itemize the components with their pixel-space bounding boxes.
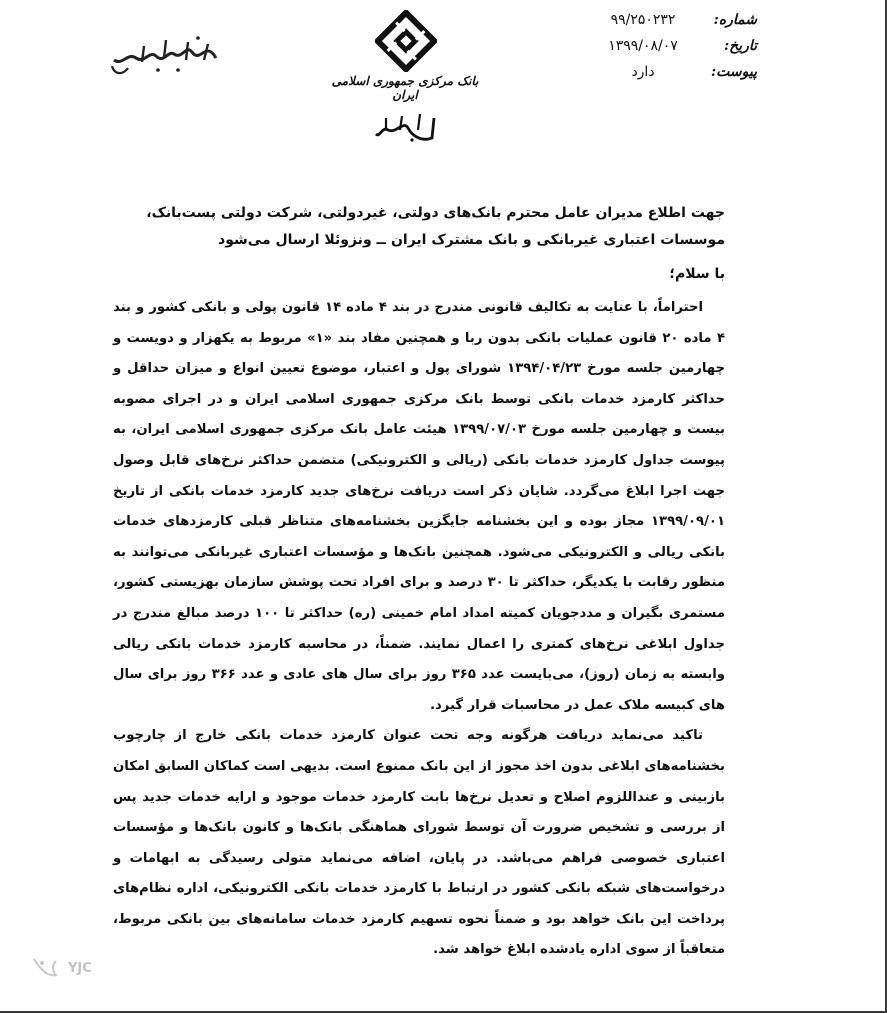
paragraph-2: تاکید می‌نماید دریافت هرگونه وجه تحت عنوان کارمزد خدمات بانکی خارج از چارچوب بخشنامه‌های ابلاغی بدون اخذ مجوز از این بانک ممنوع است. بدیهی است کماکان السابق امکان بازبینی و عنداللزوم اصلاح و تعدیل نرخ‌ها بابت کارمزد خدمات موجود و ارایه خدمات جدید پس از بررسی و تشخیص ضرورت آن توسط شورای هماهنگی بانک‌ها و کانون بانک‌ها و مؤسسات اعتباری خصوصی فراهم می‌باشد. در پایان، اضافه می‌نماید متولی رسیدگی به ابهامات و درخواست‌های شبکه بانکی کشور در ارتباط با کارمزد خدمات بانکی الکترونیکی، اداره نظام‌های پرداخت این بانک خواهد بود و ضمناً نحوه تسهیم کارمزد خدمات سامانه‌های بین بانکی مربوط، متعاقباً از سوی اداره یادشده ابلاغ خواهد شد. bbox=[113, 728, 725, 958]
number-value: ۹۹/۲۵۰۲۳۲ bbox=[610, 12, 676, 28]
attachment-label: پیوست: bbox=[711, 64, 757, 80]
greeting: با سلام؛ bbox=[669, 266, 725, 282]
attachment-row bbox=[567, 64, 757, 90]
bank-name: بانک مرکزی جمهوری اسلامی ایران bbox=[331, 74, 479, 102]
date-value: ۱۳۹۹/۰۸/۰۷ bbox=[608, 38, 678, 54]
number-label: شماره: bbox=[713, 12, 757, 28]
watermark-icon bbox=[30, 955, 60, 981]
number-row bbox=[567, 12, 757, 38]
recipients-address: جهت اطلاع مدیران عامل محترم بانک‌های دولتی، غیردولتی، شرکت دولتی پست‌بانک، موسسات اعتباری غیربانکی و بانک مشترک ایران ــ ونزوئلا ارسال می‌شود bbox=[146, 205, 725, 248]
watermark-text: YJC bbox=[68, 960, 92, 976]
yjc-watermark bbox=[30, 955, 92, 981]
letter-body bbox=[113, 293, 725, 966]
slogan-calligraphy-logo bbox=[108, 30, 223, 80]
paragraph-1: احتراماً، با عنایت به تکالیف قانونی مندرج در بند ۴ ماده ۱۴ قانون پولی و بانکی کشور و بند ۴ ماده ۲۰ قانون عملیات بانکی بدون ربا و همچنین مفاد بند «۱» مربوط به یکهزار و دویست و چهارمین جلسه مورخ ۱۳۹۴/۰۴/۲۳ شورای پول و اعتبار، موضوع تعیین انواع و میزان حداقل و حداکثر کارمزد خدمات بانکی توسط بانک مرکزی جمهوری اسلامی ایران و در اجرای مصوبه بیست و چهارمین جلسه مورخ ۱۳۹۹/۰۷/۰۳ هیئت عامل بانک مرکزی جمهوری اسلامی ایران، به پیوست جداول کارمزد خدمات بانکی (ریالی و الکترونیکی) متضمن حداکثر نرخ‌های قابل وصول جهت اجرا ابلاغ می‌گردد. شایان ذکر است دریافت نرخ‌های جدید کارمزد خدمات بانکی از تاریخ ۱۳۹۹/۰۹/۰۱ مجاز بوده و این بخشنامه جایگزین بخشنامه‌های متناظر قبلی کارمزدهای خدمات بانکی ریالی و الکترونیکی می‌شود. همچنین بانک‌ها و مؤسسات اعتباری غیربانکی می‌توانند به منظور رقابت با یکدیگر، حداکثر تا ۳۰ درصد و برای افراد تحت پوشش سازمان بهزیستی کشور، مستمری بگیران و مددجویان کمیته امداد امام خمینی (ره) حداکثر تا ۱۰۰ درصد مبالغ مندرج در جداول ابلاغی نرخ‌های کمتری را اعمال نمایند. ضمناً، در محاسبه کارمزد خدمات بانکی ریالی وابسته به زمان (روز)، می‌بایست عدد ۳۶۵ روز برای سال های عادی و عدد ۳۶۶ روز برای سال های کبیسه ملاک عمل در محاسبات قرار گیرد. bbox=[113, 300, 725, 713]
date-label: تاریخ: bbox=[723, 38, 757, 54]
letter-meta bbox=[567, 12, 757, 90]
central-bank-logo bbox=[375, 10, 437, 72]
attachment-value: دارد bbox=[631, 64, 655, 80]
basmala-calligraphy bbox=[372, 108, 440, 144]
date-row bbox=[567, 38, 757, 64]
